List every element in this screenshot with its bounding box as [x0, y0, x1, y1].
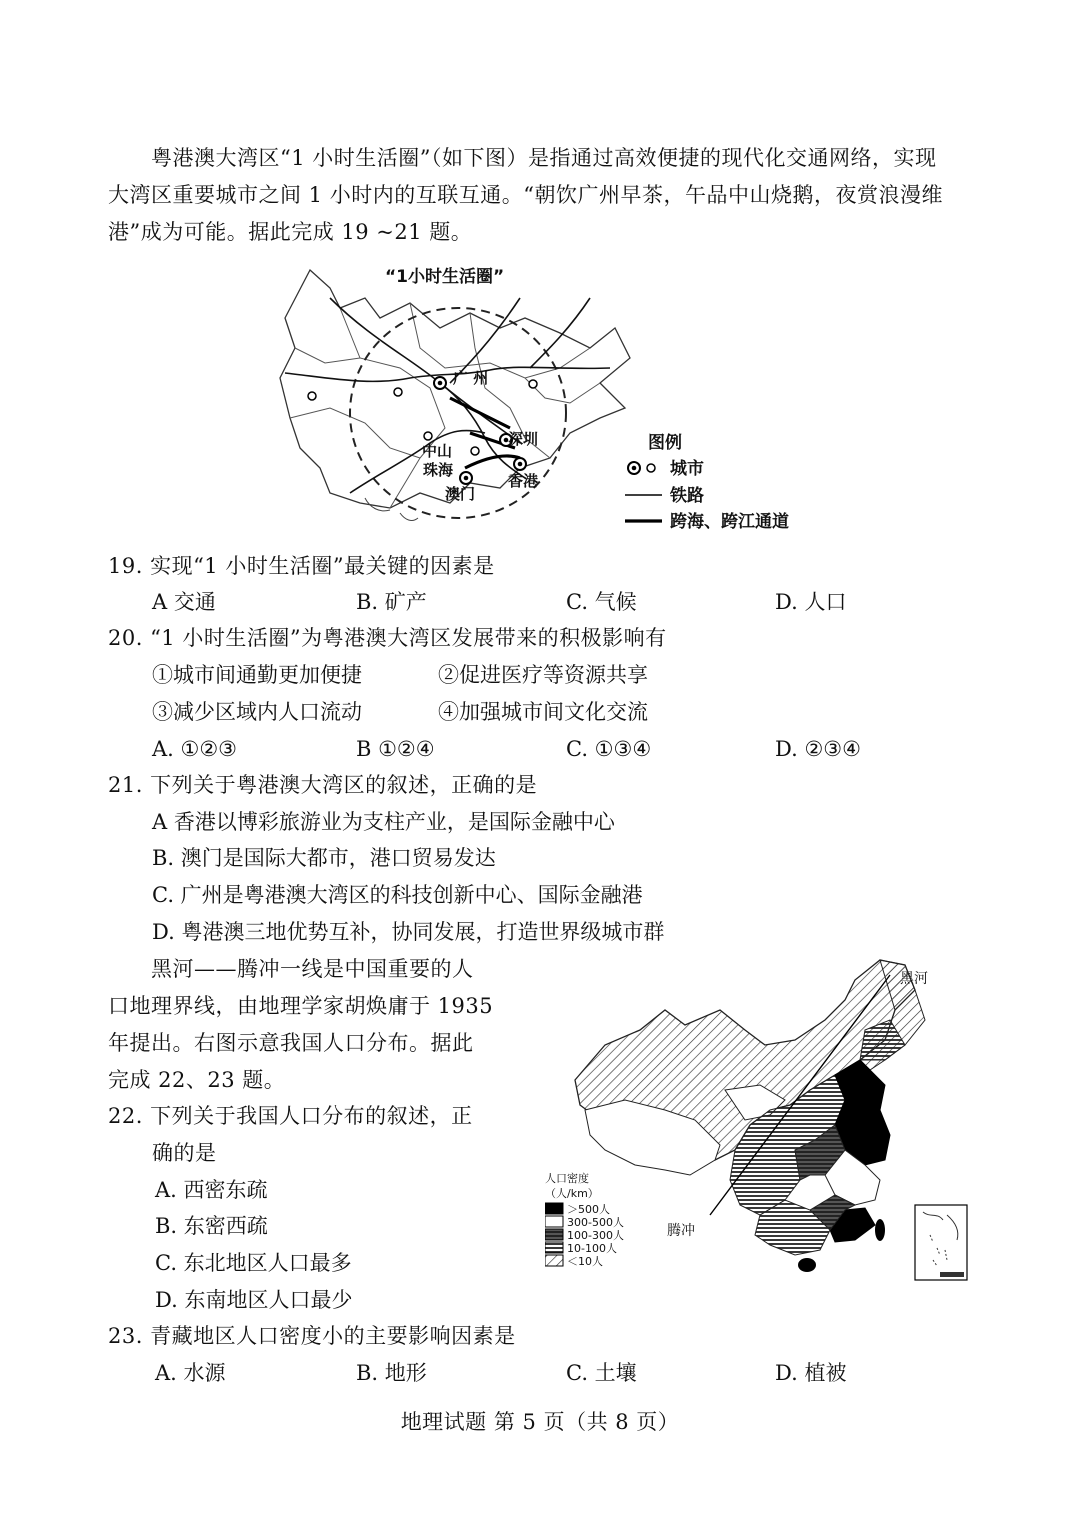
q20-stem: 20. “1 小时生活圈”为粤港澳大湾区发展带来的积极影响有 — [108, 626, 667, 650]
q19-option-a[interactable]: A 交通 — [152, 590, 216, 614]
map2-legend-item-1: ＞500人 — [567, 1203, 610, 1216]
map2-legend-item-4: 10-100人 — [567, 1242, 617, 1255]
city-label-macau: 澳门 — [445, 485, 476, 503]
q19-option-b[interactable]: B. 矿产 — [356, 590, 427, 614]
q20-option-b[interactable]: B ①②④ — [356, 737, 435, 761]
q20-item-4: ④加强城市间文化交流 — [438, 700, 648, 724]
intro1-line-3: 港”成为可能。据此完成 19 ~21 题。 — [108, 220, 473, 244]
q20-option-c[interactable]: C. ①③④ — [566, 737, 652, 761]
intro2-line-4: 完成 22、23 题。 — [108, 1068, 286, 1092]
q19-stem: 19. 实现“1 小时生活圈”最关键的因素是 — [108, 554, 495, 578]
q19-option-c[interactable]: C. 气候 — [566, 590, 637, 614]
q23-option-c[interactable]: C. 土壤 — [566, 1361, 637, 1385]
map2-legend-item-3: 100-300人 — [567, 1229, 624, 1242]
q23-option-d[interactable]: D. 植被 — [775, 1361, 847, 1385]
intro2-line-2: 口地理界线，由地理学家胡焕庸于 1935 — [108, 994, 494, 1018]
map1-legend-railway: 铁路 — [670, 486, 704, 506]
q22-option-b[interactable]: B. 东密西疏 — [155, 1214, 268, 1238]
intro1-line-2: 大湾区重要城市之间 1 小时内的互联互通。“朝饮广州早茶，午品中山烧鹅，夜赏浪漫维 — [108, 183, 943, 207]
intro1-line-1: 粤港澳大湾区“1 小时生活圈”（如下图）是指通过高效便捷的现代化交通网络，实现 — [108, 146, 937, 170]
q23-option-a[interactable]: A. 水源 — [155, 1361, 226, 1385]
q19-option-d[interactable]: D. 人口 — [775, 590, 847, 614]
map2-label-heihe: 黑河 — [900, 971, 928, 987]
q22-stem-line-2: 确的是 — [152, 1141, 217, 1165]
q20-option-d[interactable]: D. ②③④ — [775, 737, 861, 761]
q20-item-2: ②促进医疗等资源共享 — [438, 663, 648, 687]
city-label-zhuhai: 珠海 — [423, 461, 454, 479]
city-label-zhongshan: 中山 — [422, 442, 453, 460]
q20-item-3: ③减少区域内人口流动 — [152, 700, 362, 724]
q21-option-b[interactable]: B. 澳门是国际大都市，港口贸易发达 — [152, 846, 496, 870]
q21-option-a[interactable]: A 香港以博彩旅游业为支柱产业，是国际金融中心 — [152, 810, 615, 834]
map2-legend-item-2: 300-500人 — [567, 1216, 624, 1229]
map1-legend-title: 图例 — [648, 433, 682, 453]
q22-stem-line-1: 22. 下列关于我国人口分布的叙述，正 — [108, 1104, 473, 1128]
map2-legend-item-5: ＜10人 — [567, 1255, 603, 1268]
map2-legend-unit: （人/km） — [545, 1187, 599, 1200]
q21-option-c[interactable]: C. 广州是粤港澳大湾区的科技创新中心、国际金融港 — [152, 883, 643, 907]
greater-bay-area-map — [270, 258, 830, 538]
q20-item-1: ①城市间通勤更加便捷 — [152, 663, 362, 687]
china-population-map — [545, 950, 975, 1290]
q22-option-c[interactable]: C. 东北地区人口最多 — [155, 1251, 352, 1275]
q23-option-b[interactable]: B. 地形 — [356, 1361, 427, 1385]
q21-option-d[interactable]: D. 粤港澳三地优势互补，协同发展，打造世界级城市群 — [152, 920, 665, 944]
intro2-line-1: 黑河——腾冲一线是中国重要的人 — [108, 957, 474, 981]
intro2-line-3: 年提出。右图示意我国人口分布。据此 — [108, 1031, 474, 1055]
q22-option-d[interactable]: D. 东南地区人口最少 — [155, 1288, 353, 1312]
q22-option-a[interactable]: A. 西密东疏 — [155, 1178, 268, 1202]
map1-legend-city: 城市 — [670, 459, 704, 479]
city-label-shenzhen: 深圳 — [508, 430, 539, 448]
q23-stem: 23. 青藏地区人口密度小的主要影响因素是 — [108, 1324, 516, 1348]
map1-title: “1小时生活圈” — [385, 267, 505, 287]
q20-option-a[interactable]: A. ①②③ — [152, 737, 237, 761]
page-footer: 地理试题 第 5 页（共 8 页） — [400, 1410, 680, 1434]
city-label-hongkong: 香港 — [508, 472, 539, 490]
map2-legend-title: 人口密度 — [545, 1172, 589, 1185]
q21-stem: 21. 下列关于粤港澳大湾区的叙述，正确的是 — [108, 773, 538, 797]
city-label-guangzhou: 广 州 — [453, 369, 489, 387]
map2-label-tengchong: 腾冲 — [667, 1223, 695, 1239]
map1-legend-crossing: 跨海、跨江通道 — [670, 512, 789, 532]
